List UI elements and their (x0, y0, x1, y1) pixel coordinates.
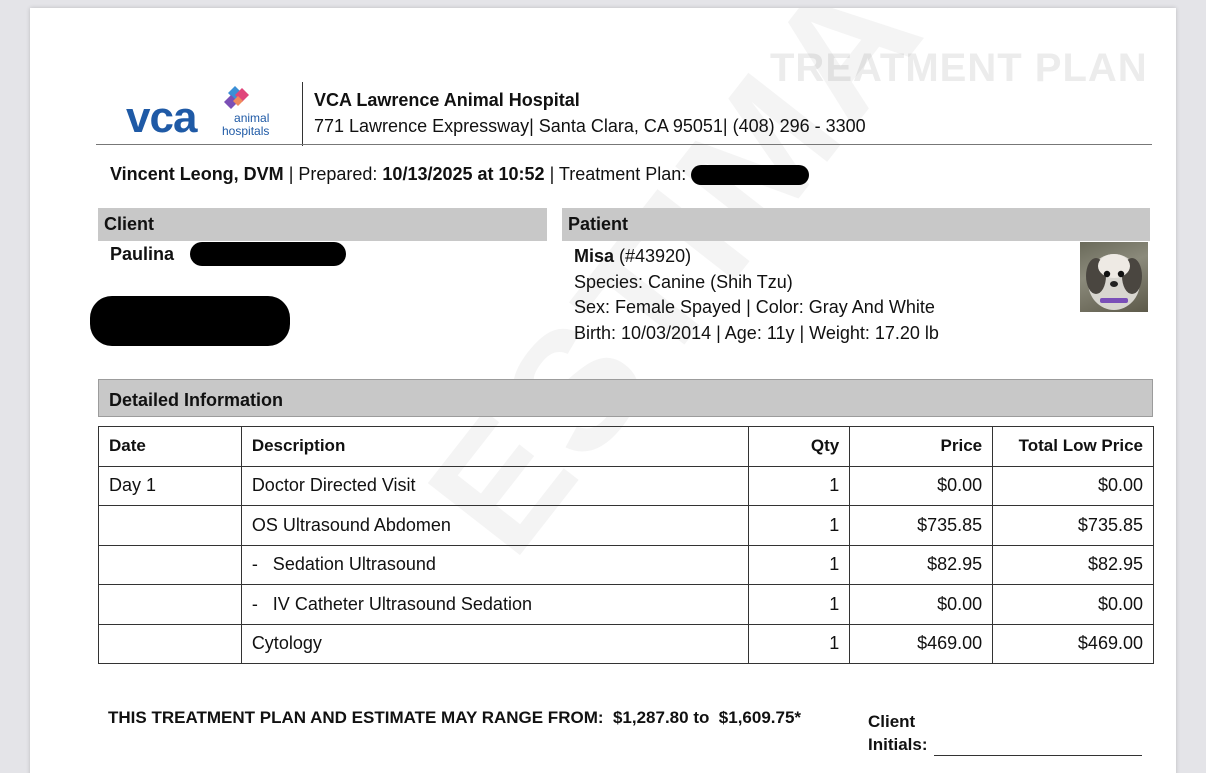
redacted-plan-number (691, 165, 809, 185)
row-date (99, 624, 242, 664)
line-items-table (98, 426, 1154, 664)
row-description: OS Ultrasound Abdomen (241, 506, 749, 546)
row-price: $0.00 (850, 585, 993, 625)
row-price: $82.95 (850, 545, 993, 585)
treatment-plan-watermark-title: TREATMENT PLAN (770, 46, 1148, 90)
row-description: Cytology (241, 624, 749, 664)
prepared-datetime: 10/13/2025 at 10:52 (382, 164, 545, 184)
row-date: Day 1 (99, 466, 242, 506)
column-header-total-low-price: Total Low Price (993, 427, 1154, 467)
table-row (99, 624, 1154, 664)
row-description: - Sedation Ultrasound (241, 545, 749, 585)
redacted-client-address (90, 296, 290, 346)
client-section-header: Client (98, 208, 547, 241)
table-row (99, 506, 1154, 546)
row-qty: 1 (749, 545, 850, 585)
logo-subtitle-line1: animal (234, 111, 270, 125)
header-rule (96, 144, 1152, 145)
patient-species: Species: Canine (Shih Tzu) (574, 271, 793, 292)
doctor-name: Vincent Leong, DVM (110, 164, 284, 184)
logo-subtitle (222, 112, 269, 138)
client-initials-label (868, 710, 928, 756)
column-header-date: Date (99, 427, 242, 467)
row-total: $0.00 (993, 466, 1154, 506)
treatment-plan-document (30, 8, 1176, 773)
dog-photo-icon (1080, 242, 1148, 312)
row-date (99, 506, 242, 546)
row-qty: 1 (749, 624, 850, 664)
vca-wordmark: vca (126, 93, 197, 142)
initials-label-line2: Initials: (868, 735, 928, 754)
patient-section-header: Patient (562, 208, 1150, 241)
detailed-information-header: Detailed Information (98, 379, 1153, 417)
patient-info (574, 244, 939, 346)
row-qty: 1 (749, 506, 850, 546)
header-divider (302, 82, 303, 146)
hospital-address: 771 Lawrence Expressway| Santa Clara, CA 95051| (408) 296 - 3300 (314, 116, 866, 136)
table-header-row (99, 427, 1154, 467)
row-qty: 1 (749, 466, 850, 506)
patient-name: Misa (574, 246, 615, 266)
row-price: $469.00 (850, 624, 993, 664)
row-date (99, 545, 242, 585)
patient-name-line (574, 244, 939, 270)
row-price: $0.00 (850, 466, 993, 506)
row-total: $0.00 (993, 585, 1154, 625)
row-description: Doctor Directed Visit (241, 466, 749, 506)
hospital-name: VCA Lawrence Animal Hospital (314, 90, 580, 110)
row-total: $82.95 (993, 545, 1154, 585)
row-date (99, 585, 242, 625)
table-row (99, 545, 1154, 585)
patient-birth-age-weight: Birth: 10/03/2014 | Age: 11y | Weight: 17.20 lb (574, 322, 939, 343)
client-initials-signature-line[interactable] (934, 755, 1142, 756)
row-total: $469.00 (993, 624, 1154, 664)
prepared-line (110, 164, 809, 185)
client-first-name: Paulina (110, 244, 175, 264)
logo-subtitle-line2: hospitals (222, 124, 270, 138)
row-total: $735.85 (993, 506, 1154, 546)
patient-id: (#43920) (614, 246, 692, 266)
estimate-range-statement: THIS TREATMENT PLAN AND ESTIMATE MAY RANGE FROM: $1,287.80 to $1,609.75* (108, 708, 802, 727)
initials-label-line1: Client (868, 712, 916, 731)
row-description: - IV Catheter Ultrasound Sedation (241, 585, 749, 625)
redacted-client-last-name (190, 242, 346, 266)
table-row (99, 585, 1154, 625)
patient-photo (1080, 242, 1148, 312)
column-header-qty: Qty (749, 427, 850, 467)
row-price: $735.85 (850, 506, 993, 546)
table-row (99, 466, 1154, 506)
vca-diamond-icon (222, 86, 256, 112)
column-header-price: Price (850, 427, 993, 467)
treatment-plan-label: | Treatment Plan: (544, 164, 692, 184)
vca-logo (126, 86, 286, 146)
row-qty: 1 (749, 585, 850, 625)
column-header-description: Description (241, 427, 749, 467)
prepared-label: | Prepared: (283, 164, 383, 184)
patient-sex-color: Sex: Female Spayed | Color: Gray And White (574, 297, 935, 317)
